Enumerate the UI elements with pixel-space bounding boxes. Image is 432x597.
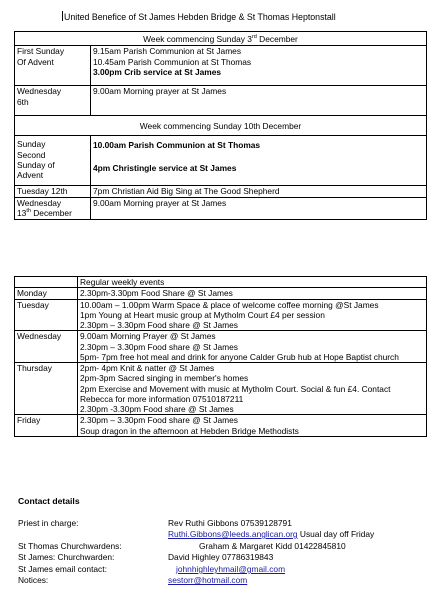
regular-events-table [14, 276, 427, 437]
regular-events: 9.00am Morning Prayer @ St James 2.30pm – 3.30pm Food share @ St James 5pm- 7pm free hot meal and drink for anyone Calder Grub hub at Hope Baptist church [78, 331, 427, 363]
regular-heading-empty [15, 277, 78, 288]
regular-heading: Regular weekly events [78, 277, 427, 288]
week1-table [14, 31, 427, 220]
st-thomas-value: Graham & Margaret Kidd 01422845810 [199, 541, 346, 551]
regular-events: 2.30pm – 3.30pm Food share @ St James Soup dragon in the afternoon at Hebden Bridge Methodists [78, 415, 427, 437]
email-label: St James email contact: [18, 564, 107, 574]
week2-wednesday-day: Wednesday 13th December [15, 197, 91, 219]
st-thomas-label: St Thomas Churchwardens: [18, 541, 122, 551]
notices-link[interactable]: sestorr@hotmail.com [168, 575, 248, 585]
priest-label: Priest in charge: [18, 518, 79, 528]
week1-heading: Week commencing Sunday 3rd December [15, 32, 427, 46]
priest-name: Rev Ruthi Gibbons 07539128791 [168, 518, 292, 528]
priest-email-row: Ruthi.Gibbons@leeds.anglican.org Usual day off Friday [168, 529, 375, 539]
st-james-label: St James: Churchwarden: [18, 552, 115, 562]
week2-heading: Week commencing Sunday 10th December [15, 116, 427, 136]
regular-events: 2.30pm-3.30pm Food Share @ St James [78, 288, 427, 299]
week2-sunday-events: 10.00am Parish Communion at St Thomas 4pm Christingle service at St James [91, 136, 427, 186]
week2-sunday-day: Sunday Second Sunday of Advent [15, 136, 91, 186]
regular-day: Monday [15, 288, 78, 299]
priest-email-link[interactable]: Ruthi.Gibbons@leeds.anglican.org [168, 529, 298, 539]
regular-day: Tuesday [15, 299, 78, 331]
week1-events-cell: 9.15am Parish Communion at St James 10.45am Parish Communion at St Thomas 3.00pm Crib service at St James [91, 46, 427, 86]
week2-tuesday-event: 7pm Christian Aid Big Sing at The Good Shepherd [91, 186, 427, 197]
week1-day-cell: First Sunday Of Advent [15, 46, 91, 86]
document-title: United Benefice of St James Hebden Bridge & St Thomas Heptonstall [64, 12, 336, 22]
regular-day: Thursday [15, 363, 78, 415]
text-cursor [62, 11, 63, 21]
email-link[interactable]: johnhighleyhmail@gmail.com [176, 564, 286, 574]
st-james-value: David Highley 07786319843 [168, 552, 274, 562]
week2-tuesday-day: Tuesday 12th [15, 186, 91, 197]
regular-events: 10.00am – 1.00pm Warm Space & place of welcome coffee morning @St James 1pm Young at Heart music group at Mytholm Court £4 per session 2.30pm – 3.30pm Food share @ St James [78, 299, 427, 331]
week2-wednesday-event: 9.00am Morning prayer at St James [91, 197, 427, 219]
contact-heading: Contact details [18, 496, 80, 506]
regular-events: 2pm- 4pm Knit & natter @ St James 2pm-3pm Sacred singing in member's homes 2pm Exercise and Movement with music at Mytholm Court. Social & fun £4. Contact Rebecca for more information 07510187211 2.30pm -3.30pm Food share @ St James [78, 363, 427, 415]
regular-day: Wednesday [15, 331, 78, 363]
week1-events-cell: 9.00am Morning prayer at St James [91, 86, 427, 116]
week1-day-cell: Wednesday 6th [15, 86, 91, 116]
regular-day: Friday [15, 415, 78, 437]
notices-label: Notices: [18, 575, 49, 585]
